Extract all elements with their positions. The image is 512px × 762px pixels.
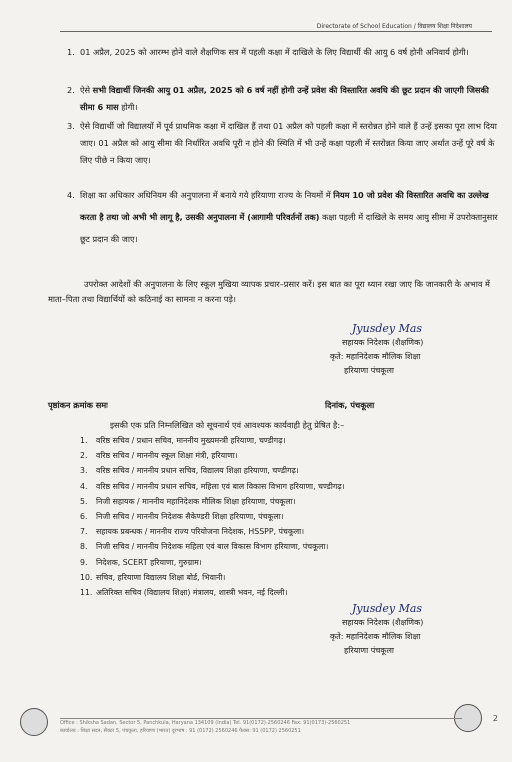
list-item: 8. निजी सचिव / माननीय निदेशक महिला एवं बाल विकास विभाग हरियाणा, पंचकूला। xyxy=(80,542,329,552)
order-item-1 xyxy=(67,44,498,61)
item-text: शिक्षा का अधिकार अधिनियम की अनुपालना में बनाये गये हरियाणा राज्य के नियमों में xyxy=(80,190,334,200)
footer-line-hindi: कार्यालय : शिक्षा सदन, सैक्टर 5, पंचकूला, हरियाणा (भारत) दूरभाष : 91 (0172) 2560246 फैक्स: 91 (0172) 2560251 xyxy=(60,728,301,734)
page-number: 2 xyxy=(492,714,498,723)
signatory-designation: सहायक निदेशक (शैक्षणिक) xyxy=(342,338,424,347)
item-text-tail: होगी। xyxy=(118,102,138,112)
signature: Jyusdey Mas xyxy=(352,602,423,615)
item-text: 01 अप्रैल, 2025 को आरम्भ होने वाले शैक्षणिक सत्र में पहली कक्षा में दाखिले के लिए विद्यार्थी की आयु 6 वर्ष होनी अनिवार्य होगी। xyxy=(80,47,469,57)
order-item-2 xyxy=(67,82,498,116)
list-item: 9. निदेशक, SCERT हरियाणा, गुरुग्राम। xyxy=(80,557,202,567)
signature: Jyusdey Mas xyxy=(352,322,423,335)
copy-intro: इसकी एक प्रति निम्नलिखित को सूचनार्थ एवं आवश्यक कार्यवाही हेतु प्रेषित है:– xyxy=(110,420,345,430)
list-item: 3. वरिष्ठ सचिव / माननीय प्रधान सचिव, विद्यालय शिक्षा हरियाणा, चण्डीगढ़। xyxy=(80,466,299,476)
signature-block-2 xyxy=(330,602,500,658)
signature-block-1 xyxy=(330,322,500,378)
item-number: 3. xyxy=(67,121,75,131)
item-text: ऐसे xyxy=(80,85,93,95)
signatory-office: हरियाणा पंचकूला xyxy=(344,366,394,375)
emblem-left-icon xyxy=(20,708,48,736)
signatory-designation: सहायक निदेशक (शैक्षणिक) xyxy=(342,618,424,627)
endorsement-date: दिनांक, पंचकूला xyxy=(325,400,375,410)
item-text-bold: नियम 10 जो प्रवेश की विस्तारित अवधि का उल्लेख करता है तथा जो अभी भी लागू है, उसकी अनुपालना में (आगामी परिवर्तनों तक) xyxy=(80,190,489,222)
list-item: 10. सचिव, हरियाणा विद्यालय शिक्षा बोर्ड, भिवानी। xyxy=(80,572,226,582)
item-text-tail: कक्षा पहली में दाखिले के समय आयु सीमा में उपरोक्तानुसार छूट प्रदान की जाए। xyxy=(80,212,498,244)
item-text-bold: सभी विद्यार्थी जिनकी आयु 01 अप्रैल, 2025 को 6 वर्ष नहीं होगी उन्हें प्रवेश की विस्तारित अवधि की छूट प्रदान की जाएगी जिसकी सीमा 6 मास xyxy=(80,85,489,112)
footer-line-english: Office : Shiksha Sadan, Sector 5, Panchkula, Haryana 134109 (India) Tel. 91(0172)-2560246 Fax: 91(0173)-2560251 xyxy=(60,720,351,726)
list-item: 1. वरिष्ठ सचिव / प्रधान सचिव, माननीय मुख्यमन्त्री हरियाणा, चण्डीगढ़। xyxy=(80,436,286,445)
closing-paragraph: उपरोक्त आदेशों की अनुपालना के लिए स्कूल मुखिया व्यापक प्रचार–प्रसार करें। इस बात का पूरा ध्यान रखा जाए कि जानकारी के अभाव में माता–पिता तथा विद्यार्थियों को कठिनाई का सामना न करना पड़े। xyxy=(48,279,490,304)
item-text: ऐसे विद्यार्थी जो विद्यालयों में पूर्व प्राथमिक कक्षा में दाखिल हैं तथा 01 अप्रैल को पहली कक्षा में स्तरोन्नत होने वाले हैं उन्हें इसका पूरा लाभ दिया जाए। 01 अप्रैल को आयु सीमा की निर्धारित अवधि पूरी न होने की स्थिति में भी उन्हें कक्षा पहली में स्तरोन्नत किया जाए अर्थात उन्हें पूरे वर्ष के लिए पीछे न किया जाए। xyxy=(80,121,497,165)
order-item-3 xyxy=(67,118,498,169)
signatory-office: हरियाणा पंचकूला xyxy=(344,646,394,655)
list-item: 4. वरिष्ठ सचिव / माननीय प्रधान सचिव, महिला एवं बाल विकास विभाग हरियाणा, चण्डीगढ़। xyxy=(80,481,345,491)
copy-list xyxy=(80,433,500,600)
list-item: 5. निजी सहायक / माननीय महानिदेशक मौलिक शिक्षा हरियाणा, पंचकूला। xyxy=(80,496,296,506)
footer-address xyxy=(60,719,350,735)
item-number: 4. xyxy=(67,190,75,200)
order-item-4 xyxy=(67,184,498,250)
list-item: 2. वरिष्ठ सचिव / माननीय स्कूल शिक्षा मंत्री, हरियाणा। xyxy=(80,451,238,461)
header-rule xyxy=(60,31,492,32)
list-item: 6. निजी सचिव / माननीय निदेशक सैकेण्डरी शिक्षा हरियाणा, पंचकूला। xyxy=(80,512,284,522)
list-item: 11. अतिरिक्त सचिव (विद्यालय शिक्षा) मंत्रालय, शास्त्री भवन, नई दिल्ली। xyxy=(80,588,288,598)
endorsement-number: पृष्ठांकन क्रमांक समः xyxy=(48,400,108,410)
item-number: 1. xyxy=(67,47,75,57)
list-item: 7. सहायक प्रबन्धक / माननीय राज्य परियोजना निदेशक, HSSPP, पंचकूला। xyxy=(80,527,305,537)
signatory-for: कृते: महानिदेशक मौलिक शिक्षा xyxy=(330,352,421,361)
item-number: 2. xyxy=(67,85,75,95)
page-header: Directorate of School Education / विद्यालय शिक्षा निदेशालय xyxy=(316,23,472,30)
signatory-for: कृते: महानिदेशक मौलिक शिक्षा xyxy=(330,632,421,641)
